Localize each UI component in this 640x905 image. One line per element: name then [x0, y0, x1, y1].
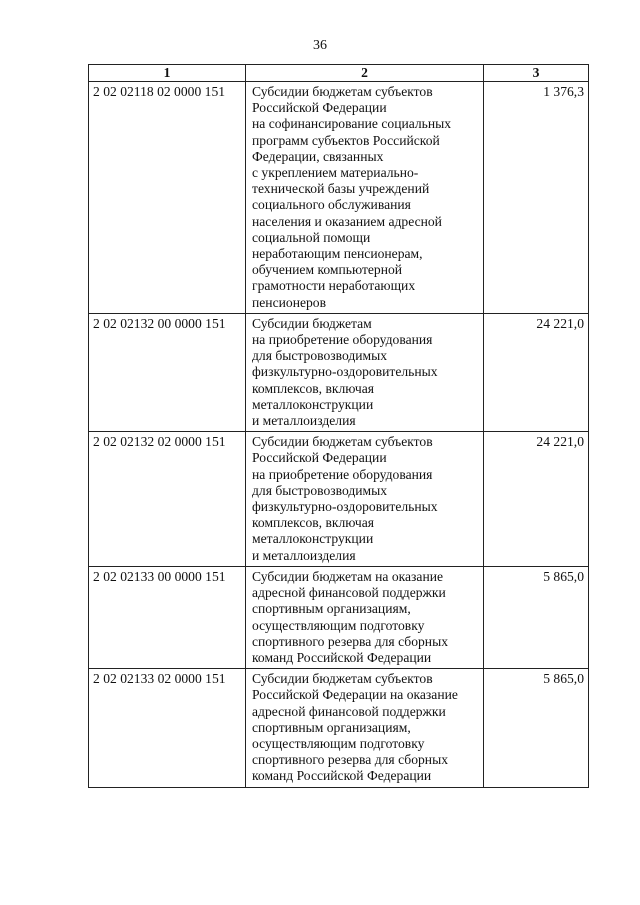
- description-line: Российской Федерации: [252, 450, 387, 466]
- description-line: команд Российской Федерации: [252, 649, 432, 665]
- description-line: для быстровозводимых: [252, 482, 388, 498]
- description-line: пенсионеров: [252, 294, 327, 310]
- description-line: на софинансирование социальных: [252, 116, 452, 132]
- table-row: [89, 82, 589, 314]
- table-header-row: [89, 65, 589, 82]
- description-line: осуществляющим подготовку: [252, 617, 425, 633]
- description-line: населения и оказанием адресной: [252, 213, 442, 229]
- description-cell: [246, 82, 484, 314]
- description-line: спортивного резерва для сборных: [252, 752, 448, 768]
- description-cell: [246, 669, 484, 787]
- description-line: обучением компьютерной: [252, 262, 403, 278]
- description-line: спортивным организациям,: [252, 719, 411, 735]
- description-line: физкультурно-оздоровительных: [252, 499, 438, 515]
- budget-code-cell: 2 02 02132 00 0000 151: [89, 313, 246, 431]
- description-line: спортивного резерва для сборных: [252, 633, 448, 649]
- description-line: адресной финансовой поддержки: [252, 703, 446, 719]
- description-line: грамотности неработающих: [252, 278, 416, 294]
- description-line: Федерации, связанных: [252, 148, 384, 164]
- table-row: [89, 313, 589, 431]
- budget-code-cell: 2 02 02132 02 0000 151: [89, 432, 246, 567]
- description-line: и металлоизделия: [252, 413, 356, 429]
- description-line: физкультурно-оздоровительных: [252, 364, 438, 380]
- description-line: на приобретение оборудования: [252, 332, 433, 348]
- budget-code-cell: 2 02 02133 02 0000 151: [89, 669, 246, 787]
- table-row: [89, 566, 589, 668]
- description-line: на приобретение оборудования: [252, 466, 433, 482]
- description-line: с укреплением материально-: [252, 165, 419, 181]
- description-line: Российской Федерации на оказание: [252, 687, 458, 703]
- description-line: комплексов, включая: [252, 515, 375, 531]
- description-line: и металлоизделия: [252, 547, 356, 563]
- column-header-code: 1: [89, 65, 246, 82]
- amount-cell: 5 865,0: [484, 566, 589, 668]
- table-row: [89, 432, 589, 567]
- description-cell: [246, 566, 484, 668]
- description-line: Российской Федерации: [252, 100, 387, 116]
- amount-cell: 24 221,0: [484, 432, 589, 567]
- budget-table: [88, 64, 589, 788]
- description-line: для быстровозводимых: [252, 348, 388, 364]
- budget-code-cell: 2 02 02118 02 0000 151: [89, 82, 246, 314]
- description-line: адресной финансовой поддержки: [252, 585, 446, 601]
- description-line: металлоконструкции: [252, 531, 374, 547]
- amount-cell: 5 865,0: [484, 669, 589, 787]
- description-line: неработающим пенсионерам,: [252, 246, 423, 262]
- description-line: комплексов, включая: [252, 380, 375, 396]
- description-line: программ субъектов Российской: [252, 132, 440, 148]
- description-line: Субсидии бюджетам: [252, 315, 372, 331]
- amount-cell: 24 221,0: [484, 313, 589, 431]
- amount-cell: 1 376,3: [484, 82, 589, 314]
- description-line: Субсидии бюджетам субъектов: [252, 671, 433, 687]
- column-header-amount: 3: [484, 65, 589, 82]
- description-line: осуществляющим подготовку: [252, 735, 425, 751]
- page-number: 36: [313, 38, 327, 53]
- description-line: команд Российской Федерации: [252, 768, 432, 784]
- description-line: Субсидии бюджетам на оказание: [252, 568, 444, 584]
- description-line: спортивным организациям,: [252, 601, 411, 617]
- description-line: металлоконструкции: [252, 396, 374, 412]
- table-row: [89, 669, 589, 787]
- description-line: Субсидии бюджетам субъектов: [252, 84, 433, 99]
- description-line: технической базы учреждений: [252, 181, 430, 197]
- description-line: Субсидии бюджетам субъектов: [252, 434, 433, 450]
- budget-code-cell: 2 02 02133 00 0000 151: [89, 566, 246, 668]
- description-line: социальной помощи: [252, 229, 371, 245]
- column-header-description: 2: [246, 65, 484, 82]
- table-body: [89, 82, 589, 788]
- description-cell: [246, 313, 484, 431]
- description-cell: [246, 432, 484, 567]
- description-line: социального обслуживания: [252, 197, 411, 213]
